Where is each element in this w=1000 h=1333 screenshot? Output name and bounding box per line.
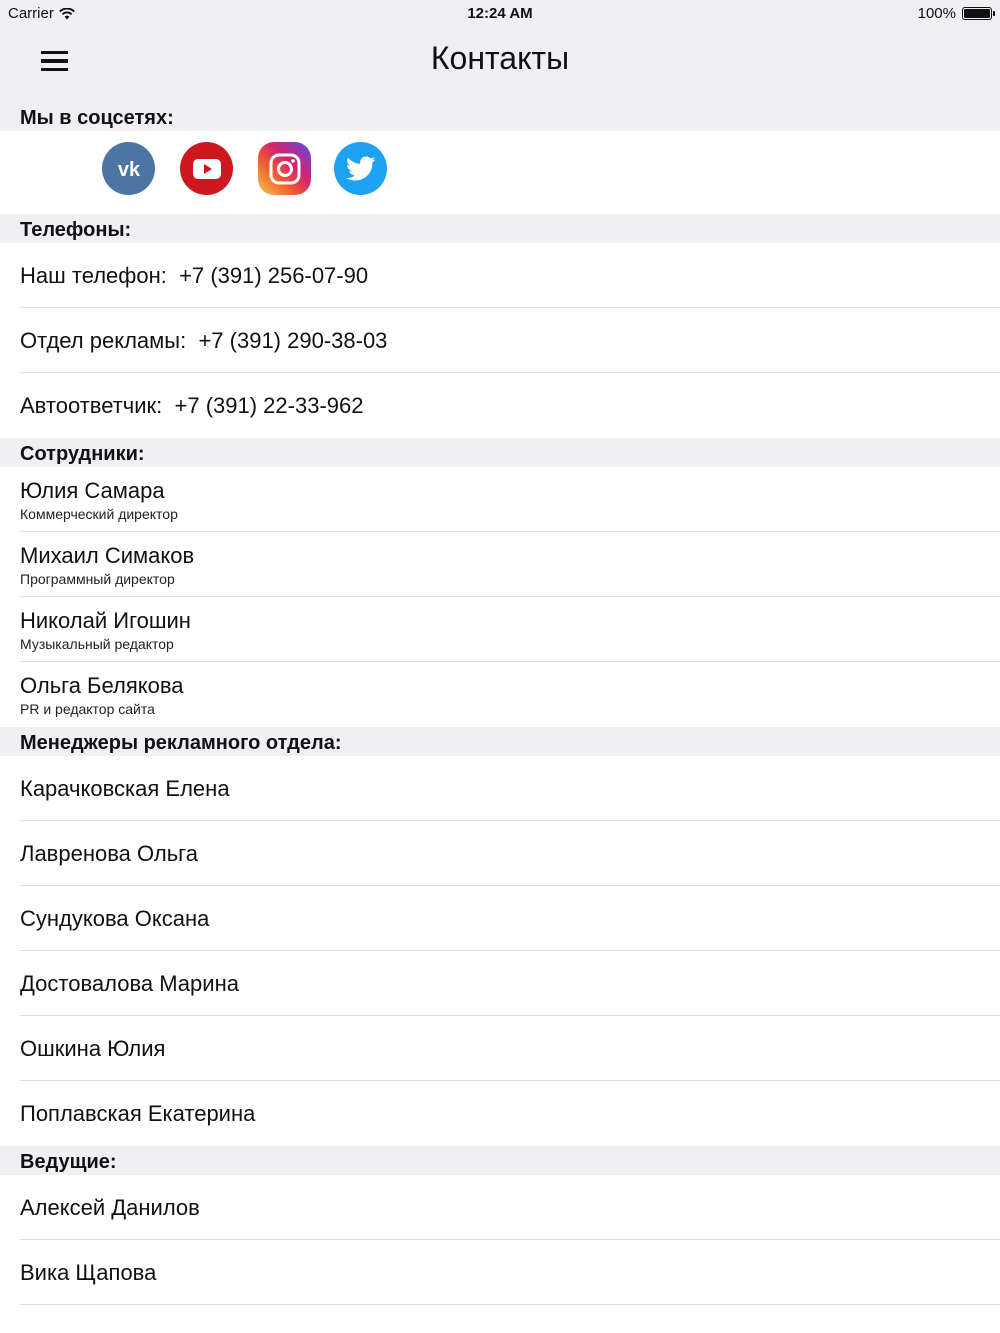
section-header-managers: Менеджеры рекламного отдела:	[0, 727, 1000, 756]
status-time: 12:24 AM	[467, 5, 533, 22]
manager-row[interactable]	[0, 886, 1000, 951]
staff-role: Коммерческий директор	[20, 505, 178, 522]
staff-row[interactable]	[0, 662, 1000, 727]
manager-row[interactable]	[0, 821, 1000, 886]
staff-list	[0, 467, 1000, 727]
page-title: Контакты	[430, 40, 570, 76]
staff-name: Юлия Самара	[20, 477, 165, 503]
carrier-label: Carrier	[8, 5, 54, 22]
manager-row[interactable]	[0, 1016, 1000, 1081]
svg-text:vk: vk	[117, 158, 140, 179]
phone-entry	[20, 263, 1000, 289]
phone-label: Наш телефон:	[20, 262, 167, 288]
section-header-hosts: Ведущие:	[0, 1146, 1000, 1175]
managers-list	[0, 756, 1000, 1146]
staff-name: Ольга Белякова	[20, 672, 184, 698]
host-name: Алексей Данилов	[20, 1194, 200, 1220]
phone-entry	[20, 328, 1000, 354]
staff-row[interactable]	[0, 532, 1000, 597]
vk-icon[interactable]	[102, 142, 155, 195]
manager-name: Карачковская Елена	[20, 775, 230, 801]
phone-row[interactable]	[0, 373, 1000, 438]
manager-row[interactable]	[0, 1081, 1000, 1146]
staff-role: Программный директор	[20, 570, 175, 587]
hosts-list	[0, 1175, 1000, 1305]
manager-row[interactable]	[0, 951, 1000, 1016]
host-row[interactable]	[0, 1240, 1000, 1305]
phone-label: Отдел рекламы:	[20, 327, 187, 353]
phone-row[interactable]	[0, 243, 1000, 308]
battery-icon	[962, 7, 992, 20]
instagram-icon[interactable]	[258, 142, 311, 195]
staff-name: Николай Игошин	[20, 607, 191, 633]
phones-list	[0, 243, 1000, 438]
manager-name: Сундукова Оксана	[20, 905, 210, 931]
phone-row[interactable]	[0, 308, 1000, 373]
manager-name: Поплавская Екатерина	[20, 1100, 256, 1126]
social-links	[0, 131, 1000, 214]
host-name: Вика Щапова	[20, 1259, 157, 1285]
staff-role: PR и редактор сайта	[20, 700, 155, 717]
twitter-icon[interactable]	[334, 142, 387, 195]
phone-entry	[20, 393, 1000, 419]
phone-label: Автоответчик:	[20, 392, 163, 418]
phone-number: +7 (391) 256-07-90	[179, 262, 369, 288]
battery-fill	[964, 9, 990, 18]
host-row[interactable]	[0, 1175, 1000, 1240]
manager-name: Лавренова Ольга	[20, 840, 198, 866]
staff-row[interactable]	[0, 467, 1000, 532]
manager-name: Ошкина Юлия	[20, 1035, 166, 1061]
contacts-list[interactable]	[0, 102, 1000, 1305]
section-header-phones: Телефоны:	[0, 214, 1000, 243]
manager-row[interactable]	[0, 756, 1000, 821]
staff-name: Михаил Симаков	[20, 542, 195, 568]
battery-indicator	[918, 5, 992, 22]
phone-number: +7 (391) 22-33-962	[174, 392, 364, 418]
phone-number: +7 (391) 290-38-03	[198, 327, 388, 353]
battery-percent: 100%	[917, 5, 956, 22]
youtube-icon[interactable]	[180, 142, 233, 195]
section-header-staff: Сотрудники:	[0, 438, 1000, 467]
status-bar	[0, 0, 1000, 28]
staff-row[interactable]	[0, 597, 1000, 662]
manager-name: Достовалова Марина	[20, 970, 239, 996]
navigation-bar	[0, 28, 1000, 102]
staff-role: Музыкальный редактор	[20, 635, 174, 652]
section-header-social: Мы в соцсетях:	[0, 102, 1000, 131]
